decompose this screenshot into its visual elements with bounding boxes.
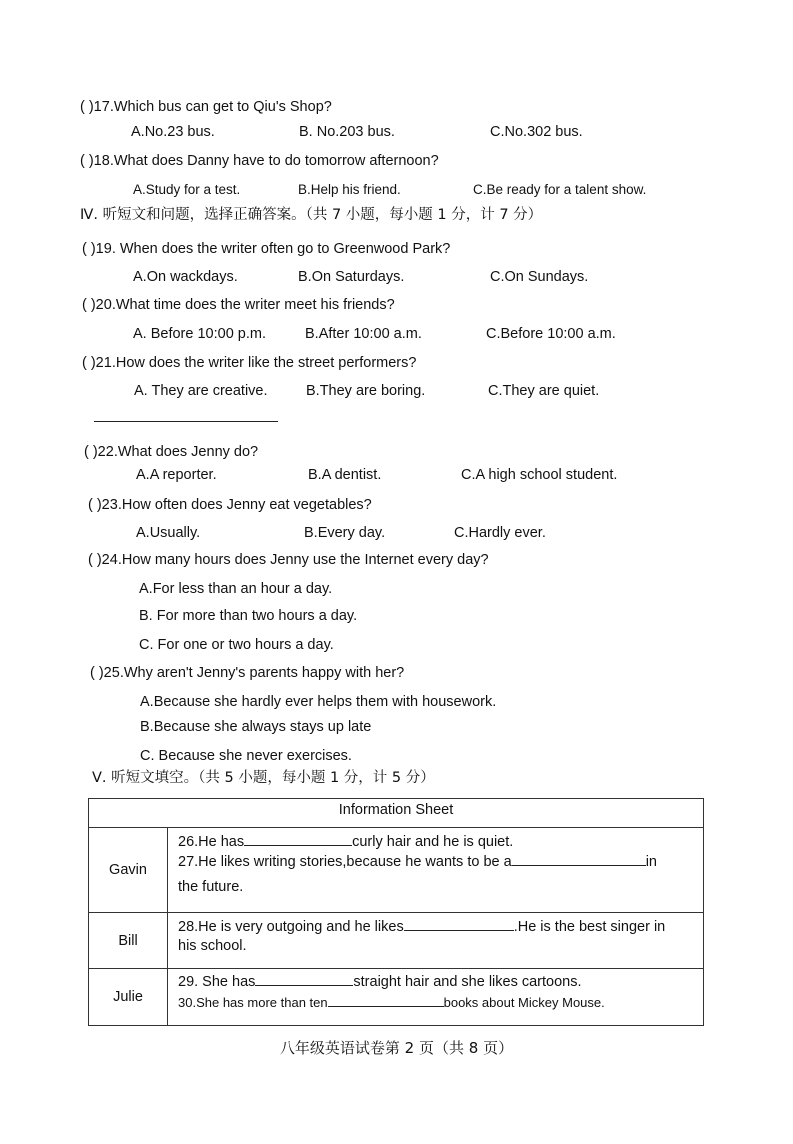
question-18-option-b: B.Help his friend.	[298, 182, 401, 197]
question-23-option-a: A.Usually.	[136, 525, 201, 541]
information-sheet-table	[88, 798, 704, 1026]
section-5-heading: Ⅴ. 听短文填空。（共 5 小题，每小题 1 分，计 5 分）	[92, 770, 435, 786]
sentence-29: 29. She has straight hair and she likes cartoons.	[178, 971, 695, 992]
table-header: Information Sheet	[89, 799, 704, 828]
section-4-heading: Ⅳ. 听短文和问题，选择正确答案。（共 7 小题，每小题 1 分，计 7 分）	[80, 207, 543, 223]
question-23-stem: ( )23.How often does Jenny eat vegetables?	[88, 497, 372, 513]
row-bill-content	[168, 913, 704, 969]
question-22-option-c: C.A high school student.	[461, 467, 618, 483]
question-17-stem: ( )17.Which bus can get to Qiu's Shop?	[80, 99, 332, 115]
question-23-option-c: C.Hardly ever.	[454, 525, 546, 541]
blank-30[interactable]	[328, 992, 444, 1007]
question-24-option-a: A.For less than an hour a day.	[139, 581, 333, 597]
blank-28[interactable]	[404, 916, 514, 931]
question-20-option-c: C.Before 10:00 a.m.	[486, 326, 616, 342]
question-21-option-c: C.They are quiet.	[488, 383, 600, 399]
blank-29[interactable]	[255, 971, 353, 986]
sentence-28-continued: his school.	[178, 938, 247, 954]
question-25-option-c: C. Because she never exercises.	[140, 748, 352, 764]
sentence-27: 27.He likes writing stories,because he wants to be a in	[178, 851, 695, 877]
question-22-stem: ( )22.What does Jenny do?	[84, 444, 259, 460]
sentence-26: 26.He has curly hair and he is quiet.	[178, 831, 695, 851]
question-17-option-c: C.No.302 bus.	[490, 124, 583, 140]
separator-line	[94, 421, 278, 422]
question-17-option-a: A.No.23 bus.	[131, 124, 215, 140]
question-21-option-a: A. They are creative.	[134, 383, 268, 399]
question-19-stem: ( )19. When does the writer often go to Greenwood Park?	[82, 241, 451, 257]
sentence-30: 30.She has more than ten books about Mickey Mouse.	[178, 992, 695, 1012]
question-25-option-a: A.Because she hardly ever helps them with housework.	[140, 694, 497, 710]
question-23-option-b: B.Every day.	[304, 525, 386, 541]
row-gavin-content	[168, 828, 704, 913]
question-20-option-a: A. Before 10:00 p.m.	[133, 326, 266, 342]
question-18-option-c: C.Be ready for a talent show.	[473, 182, 647, 197]
question-18-stem: ( )18.What does Danny have to do tomorrow afternoon?	[80, 153, 439, 169]
question-24-option-c: C. For one or two hours a day.	[139, 637, 334, 653]
question-19-option-b: B.On Saturdays.	[298, 269, 405, 285]
row-name-julie: Julie	[89, 969, 168, 1026]
sentence-27-continued: the future.	[178, 879, 244, 895]
question-22-option-a: A.A reporter.	[136, 467, 217, 483]
blank-26[interactable]	[244, 831, 352, 846]
sentence-28: 28.He is very outgoing and he likes .He is the best singer in	[178, 916, 695, 936]
question-20-stem: ( )20.What time does the writer meet his friends?	[82, 297, 395, 313]
question-24-stem: ( )24.How many hours does Jenny use the Internet every day?	[88, 552, 489, 568]
row-name-gavin: Gavin	[89, 828, 168, 913]
question-25-stem: ( )25.Why aren't Jenny's parents happy with her?	[90, 665, 405, 681]
row-julie-content	[168, 969, 704, 1026]
question-19-option-c: C.On Sundays.	[490, 269, 589, 285]
question-25-option-b: B.Because she always stays up late	[140, 719, 372, 735]
blank-27[interactable]	[512, 851, 646, 866]
question-19-option-a: A.On wackdays.	[133, 269, 238, 285]
question-17-option-b: B. No.203 bus.	[299, 124, 395, 140]
question-24-option-b: B. For more than two hours a day.	[139, 608, 358, 624]
question-22-option-b: B.A dentist.	[308, 467, 382, 483]
row-name-bill: Bill	[89, 913, 168, 969]
question-21-option-b: B.They are boring.	[306, 383, 426, 399]
question-20-option-b: B.After 10:00 a.m.	[305, 326, 422, 342]
question-18-option-a: A.Study for a test.	[133, 182, 241, 197]
page-footer: 八年级英语试卷第 2 页（共 8 页）	[279, 1039, 514, 1057]
question-21-stem: ( )21.How does the writer like the street performers?	[82, 355, 417, 371]
